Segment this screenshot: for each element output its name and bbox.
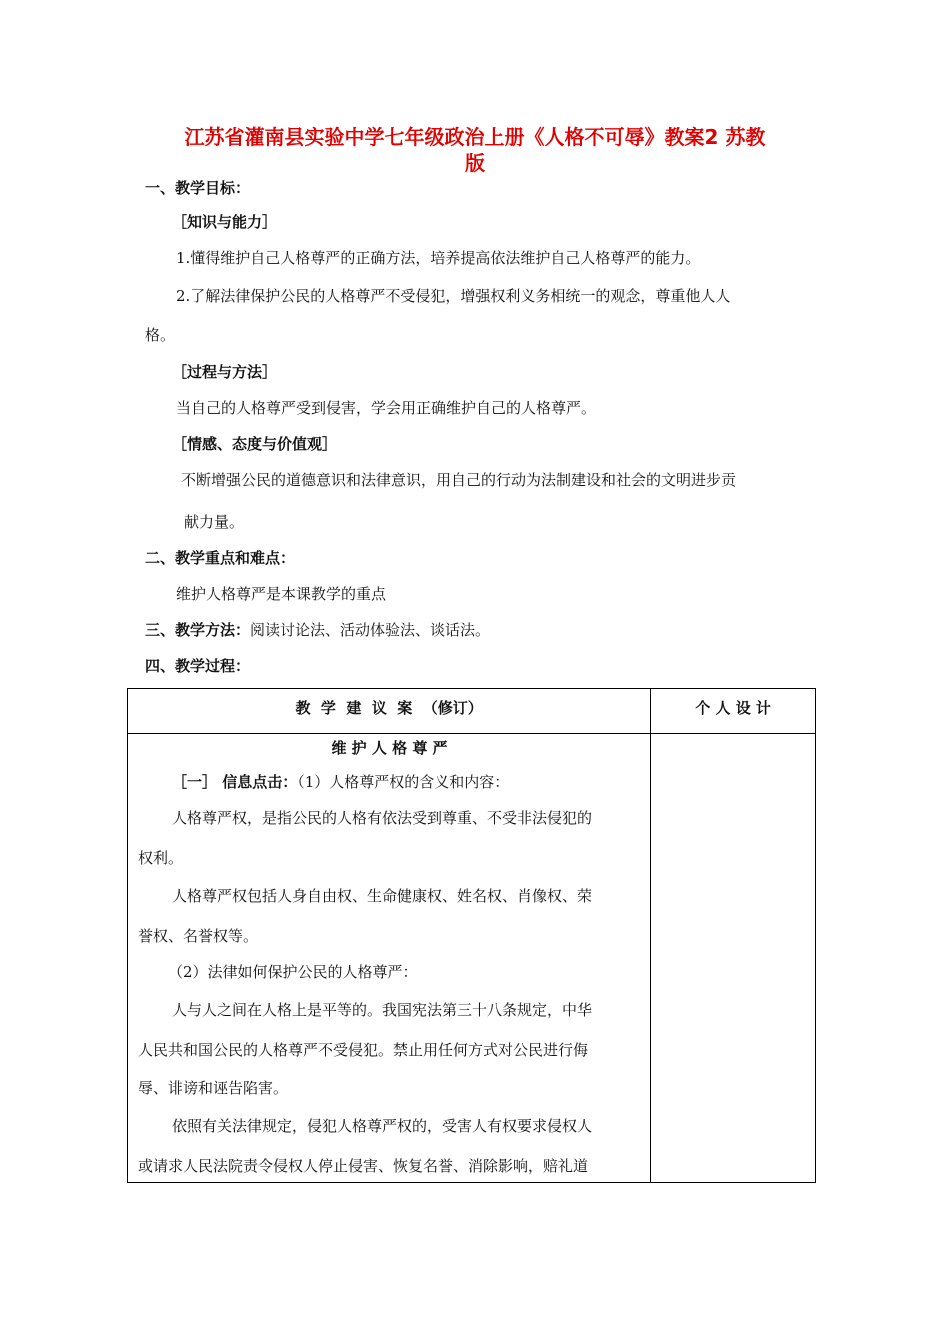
document-title [120,124,830,176]
body-line-9: 或请求人民法院责令侵权人停止侵害、恢复名誉、消除影响，赔礼道 [138,1157,589,1175]
subheading-attitude: ［情感、态度与价值观］ [172,435,338,453]
body-line-3: 人格尊严权包括人身自由权、生命健康权、姓名权、肖像权、荣 [172,887,593,905]
lesson-plan-table [127,688,816,1183]
column-head-personal-label: 个 人 设 计 [695,699,771,717]
body-line-6: 人民共和国公民的人格尊严不受侵犯。禁止用任何方式对公民进行侮 [138,1041,589,1059]
section-3-row [145,620,490,640]
suggestion-cell [128,734,651,1183]
info-label: ［一］ 信息点击： [172,773,298,791]
column-head-suggestion [128,689,651,734]
section-1-heading: 一、教学目标： [145,179,251,197]
table-header-row [128,689,816,734]
objective-2-line-1: 2.了解法律保护公民的人格尊严不受侵犯，增强权利义务相统一的观念，尊重他人人 [176,287,731,305]
lesson-heading: 维 护 人 格 尊 严 [331,739,448,757]
key-point-text: 维护人格尊严是本课教学的重点 [176,585,387,603]
table-body-row [128,734,816,1183]
body-line-4: 誉权、名誉权等。 [138,927,259,945]
section-3-heading: 三、教学方法： [145,621,251,639]
question-2: （2）法律如何保护公民的人格尊严： [168,963,418,981]
column-head-personal [651,689,816,734]
info-row [172,772,509,792]
body-line-2: 权利。 [138,849,184,867]
column-head-suggestion-label: 教 学 建 议 案 （修订） [295,699,483,717]
section-3-text: 阅读讨论法、活动体验法、谈话法。 [250,621,491,639]
section-2-heading: 二、教学重点和难点： [145,549,296,567]
attitude-line-2: 献力量。 [184,513,245,531]
objective-2-line-2: 格。 [145,326,176,344]
subheading-process: ［过程与方法］ [172,363,278,381]
body-line-7: 辱、诽谤和诬告陷害。 [138,1079,289,1097]
body-line-5: 人与人之间在人格上是平等的。我国宪法第三十八条规定，中华 [172,1001,593,1019]
body-line-8: 依照有关法律规定，侵犯人格尊严权的，受害人有权要求侵权人 [172,1117,593,1135]
process-text: 当自己的人格尊严受到侵害，学会用正确维护自己的人格尊严。 [176,399,597,417]
title-line-1: 江苏省灌南县实验中学七年级政治上册《人格不可辱》教案2 苏教 [184,125,766,149]
question-1: （1）人格尊严权的含义和内容： [297,773,510,791]
title-line-2: 版 [465,151,485,175]
section-4-heading: 四、教学过程： [145,657,251,675]
objective-1: 1.懂得维护自己人格尊严的正确方法，培养提高依法维护自己人格尊严的能力。 [176,249,701,267]
personal-design-cell [651,734,816,1183]
subheading-knowledge: ［知识与能力］ [172,213,278,231]
attitude-line-1: 不断增强公民的道德意识和法律意识，用自己的行动为法制建设和社会的文明进步贡 [181,471,737,489]
body-line-1: 人格尊严权，是指公民的人格有依法受到尊重、不受非法侵犯的 [172,809,593,827]
